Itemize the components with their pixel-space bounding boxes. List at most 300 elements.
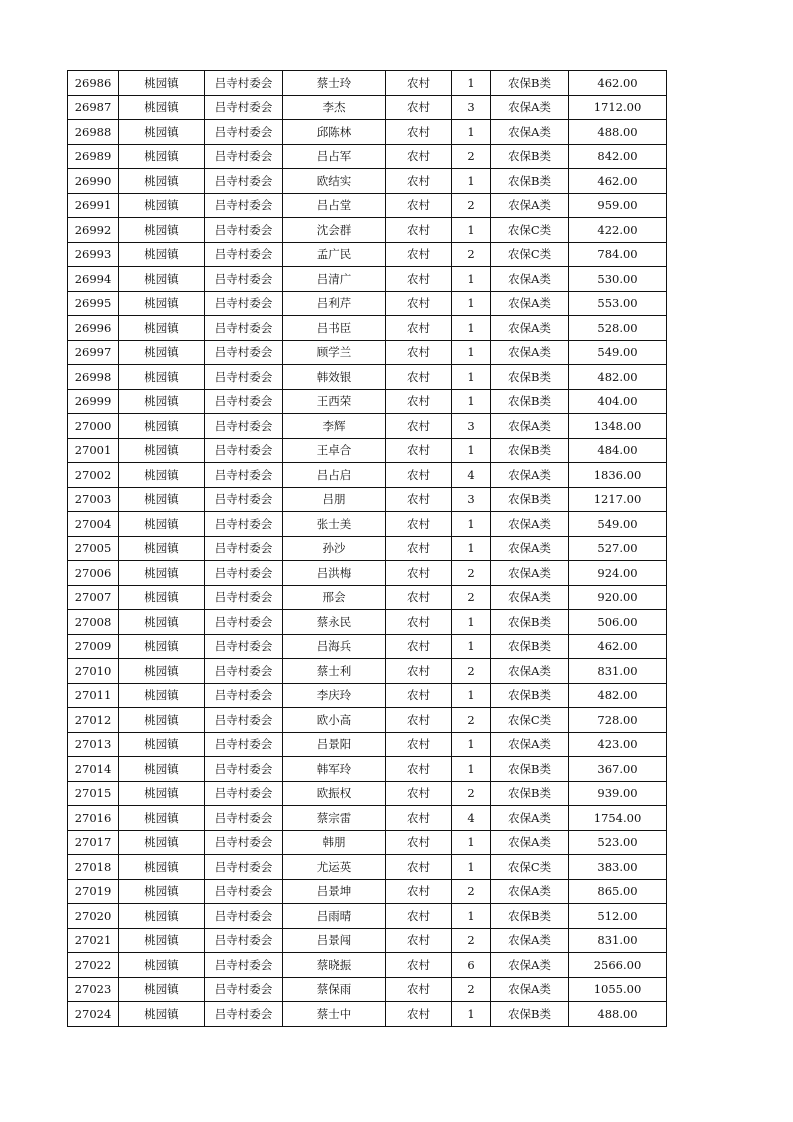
table-row — [68, 757, 667, 782]
id-cell: 27016 — [68, 806, 119, 831]
table-row — [68, 683, 667, 708]
category-cell: 农保A类 — [491, 291, 569, 316]
town-cell: 桃园镇 — [119, 806, 205, 831]
amount-cell: 959.00 — [569, 193, 667, 218]
category-cell: 农保A类 — [491, 463, 569, 488]
id-cell: 27009 — [68, 634, 119, 659]
town-cell: 桃园镇 — [119, 414, 205, 439]
table-row — [68, 855, 667, 880]
type-cell: 农村 — [386, 389, 452, 414]
count-cell: 1 — [452, 610, 491, 635]
table-row — [68, 879, 667, 904]
table-row — [68, 634, 667, 659]
table-row — [68, 487, 667, 512]
id-cell: 26986 — [68, 71, 119, 96]
category-cell: 农保C类 — [491, 242, 569, 267]
amount-cell: 383.00 — [569, 855, 667, 880]
town-cell: 桃园镇 — [119, 634, 205, 659]
type-cell: 农村 — [386, 95, 452, 120]
count-cell: 1 — [452, 169, 491, 194]
town-cell: 桃园镇 — [119, 732, 205, 757]
count-cell: 2 — [452, 585, 491, 610]
village-cell: 吕寺村委会 — [205, 708, 283, 733]
count-cell: 1 — [452, 683, 491, 708]
amount-cell: 462.00 — [569, 71, 667, 96]
table-row — [68, 463, 667, 488]
table-row — [68, 144, 667, 169]
village-cell: 吕寺村委会 — [205, 1002, 283, 1027]
count-cell: 2 — [452, 561, 491, 586]
village-cell: 吕寺村委会 — [205, 757, 283, 782]
amount-cell: 488.00 — [569, 1002, 667, 1027]
town-cell: 桃园镇 — [119, 659, 205, 684]
name-cell: 蔡保雨 — [283, 977, 386, 1002]
town-cell: 桃园镇 — [119, 928, 205, 953]
id-cell: 27001 — [68, 438, 119, 463]
village-cell: 吕寺村委会 — [205, 120, 283, 145]
amount-cell: 422.00 — [569, 218, 667, 243]
amount-cell: 1217.00 — [569, 487, 667, 512]
name-cell: 韩军玲 — [283, 757, 386, 782]
amount-cell: 482.00 — [569, 365, 667, 390]
category-cell: 农保B类 — [491, 365, 569, 390]
count-cell: 1 — [452, 340, 491, 365]
id-cell: 27020 — [68, 904, 119, 929]
category-cell: 农保A类 — [491, 120, 569, 145]
village-cell: 吕寺村委会 — [205, 193, 283, 218]
id-cell: 27011 — [68, 683, 119, 708]
id-cell: 26992 — [68, 218, 119, 243]
amount-cell: 2566.00 — [569, 953, 667, 978]
type-cell: 农村 — [386, 806, 452, 831]
table-row — [68, 781, 667, 806]
town-cell: 桃园镇 — [119, 242, 205, 267]
amount-cell: 831.00 — [569, 928, 667, 953]
town-cell: 桃园镇 — [119, 120, 205, 145]
count-cell: 4 — [452, 806, 491, 831]
type-cell: 农村 — [386, 928, 452, 953]
village-cell: 吕寺村委会 — [205, 904, 283, 929]
name-cell: 沈会群 — [283, 218, 386, 243]
town-cell: 桃园镇 — [119, 610, 205, 635]
id-cell: 27014 — [68, 757, 119, 782]
town-cell: 桃园镇 — [119, 463, 205, 488]
name-cell: 吕洪梅 — [283, 561, 386, 586]
type-cell: 农村 — [386, 585, 452, 610]
town-cell: 桃园镇 — [119, 169, 205, 194]
name-cell: 李辉 — [283, 414, 386, 439]
type-cell: 农村 — [386, 242, 452, 267]
type-cell: 农村 — [386, 144, 452, 169]
id-cell: 27008 — [68, 610, 119, 635]
count-cell: 1 — [452, 904, 491, 929]
table-row — [68, 512, 667, 537]
amount-cell: 404.00 — [569, 389, 667, 414]
name-cell: 吕利芹 — [283, 291, 386, 316]
name-cell: 吕清广 — [283, 267, 386, 292]
id-cell: 27018 — [68, 855, 119, 880]
town-cell: 桃园镇 — [119, 340, 205, 365]
village-cell: 吕寺村委会 — [205, 365, 283, 390]
id-cell: 27019 — [68, 879, 119, 904]
town-cell: 桃园镇 — [119, 855, 205, 880]
town-cell: 桃园镇 — [119, 71, 205, 96]
id-cell: 27017 — [68, 830, 119, 855]
category-cell: 农保A类 — [491, 414, 569, 439]
table-row — [68, 218, 667, 243]
type-cell: 农村 — [386, 438, 452, 463]
count-cell: 1 — [452, 316, 491, 341]
count-cell: 2 — [452, 659, 491, 684]
town-cell: 桃园镇 — [119, 830, 205, 855]
id-cell: 27005 — [68, 536, 119, 561]
amount-cell: 784.00 — [569, 242, 667, 267]
name-cell: 张士美 — [283, 512, 386, 537]
name-cell: 王卓合 — [283, 438, 386, 463]
village-cell: 吕寺村委会 — [205, 683, 283, 708]
village-cell: 吕寺村委会 — [205, 610, 283, 635]
count-cell: 1 — [452, 855, 491, 880]
count-cell: 1 — [452, 438, 491, 463]
village-cell: 吕寺村委会 — [205, 732, 283, 757]
name-cell: 欧小高 — [283, 708, 386, 733]
count-cell: 3 — [452, 95, 491, 120]
table-row — [68, 1002, 667, 1027]
village-cell: 吕寺村委会 — [205, 659, 283, 684]
village-cell: 吕寺村委会 — [205, 561, 283, 586]
table-row — [68, 830, 667, 855]
category-cell: 农保A类 — [491, 928, 569, 953]
table-row — [68, 928, 667, 953]
name-cell: 孟广民 — [283, 242, 386, 267]
count-cell: 1 — [452, 218, 491, 243]
village-cell: 吕寺村委会 — [205, 316, 283, 341]
id-cell: 26990 — [68, 169, 119, 194]
id-cell: 26997 — [68, 340, 119, 365]
village-cell: 吕寺村委会 — [205, 144, 283, 169]
category-cell: 农保B类 — [491, 71, 569, 96]
table-row — [68, 71, 667, 96]
type-cell: 农村 — [386, 561, 452, 586]
amount-cell: 527.00 — [569, 536, 667, 561]
count-cell: 2 — [452, 781, 491, 806]
name-cell: 蔡士中 — [283, 1002, 386, 1027]
village-cell: 吕寺村委会 — [205, 830, 283, 855]
table-row — [68, 806, 667, 831]
category-cell: 农保B类 — [491, 757, 569, 782]
table-row — [68, 389, 667, 414]
town-cell: 桃园镇 — [119, 438, 205, 463]
town-cell: 桃园镇 — [119, 561, 205, 586]
category-cell: 农保B类 — [491, 1002, 569, 1027]
table-row — [68, 659, 667, 684]
amount-cell: 549.00 — [569, 340, 667, 365]
id-cell: 26993 — [68, 242, 119, 267]
amount-cell: 553.00 — [569, 291, 667, 316]
name-cell: 吕占启 — [283, 463, 386, 488]
id-cell: 26999 — [68, 389, 119, 414]
count-cell: 2 — [452, 242, 491, 267]
count-cell: 1 — [452, 71, 491, 96]
table-row — [68, 708, 667, 733]
town-cell: 桃园镇 — [119, 879, 205, 904]
amount-cell: 462.00 — [569, 634, 667, 659]
name-cell: 吕雨晴 — [283, 904, 386, 929]
type-cell: 农村 — [386, 1002, 452, 1027]
id-cell: 26988 — [68, 120, 119, 145]
id-cell: 27013 — [68, 732, 119, 757]
name-cell: 蔡士玲 — [283, 71, 386, 96]
count-cell: 2 — [452, 977, 491, 1002]
id-cell: 27002 — [68, 463, 119, 488]
id-cell: 27006 — [68, 561, 119, 586]
type-cell: 农村 — [386, 634, 452, 659]
village-cell: 吕寺村委会 — [205, 585, 283, 610]
town-cell: 桃园镇 — [119, 757, 205, 782]
id-cell: 27015 — [68, 781, 119, 806]
count-cell: 1 — [452, 291, 491, 316]
category-cell: 农保B类 — [491, 487, 569, 512]
village-cell: 吕寺村委会 — [205, 806, 283, 831]
village-cell: 吕寺村委会 — [205, 463, 283, 488]
table-row — [68, 291, 667, 316]
category-cell: 农保A类 — [491, 536, 569, 561]
name-cell: 李杰 — [283, 95, 386, 120]
type-cell: 农村 — [386, 512, 452, 537]
category-cell: 农保A类 — [491, 953, 569, 978]
count-cell: 6 — [452, 953, 491, 978]
category-cell: 农保A类 — [491, 267, 569, 292]
type-cell: 农村 — [386, 683, 452, 708]
amount-cell: 924.00 — [569, 561, 667, 586]
name-cell: 吕景阳 — [283, 732, 386, 757]
type-cell: 农村 — [386, 757, 452, 782]
category-cell: 农保B类 — [491, 144, 569, 169]
village-cell: 吕寺村委会 — [205, 855, 283, 880]
amount-cell: 1055.00 — [569, 977, 667, 1002]
category-cell: 农保A类 — [491, 830, 569, 855]
type-cell: 农村 — [386, 830, 452, 855]
name-cell: 邱陈林 — [283, 120, 386, 145]
village-cell: 吕寺村委会 — [205, 340, 283, 365]
count-cell: 1 — [452, 120, 491, 145]
id-cell: 27004 — [68, 512, 119, 537]
name-cell: 欧结实 — [283, 169, 386, 194]
name-cell: 吕景坤 — [283, 879, 386, 904]
village-cell: 吕寺村委会 — [205, 414, 283, 439]
village-cell: 吕寺村委会 — [205, 242, 283, 267]
category-cell: 农保A类 — [491, 732, 569, 757]
category-cell: 农保C类 — [491, 855, 569, 880]
type-cell: 农村 — [386, 291, 452, 316]
type-cell: 农村 — [386, 169, 452, 194]
village-cell: 吕寺村委会 — [205, 953, 283, 978]
village-cell: 吕寺村委会 — [205, 267, 283, 292]
amount-cell: 549.00 — [569, 512, 667, 537]
type-cell: 农村 — [386, 879, 452, 904]
category-cell: 农保A类 — [491, 316, 569, 341]
type-cell: 农村 — [386, 120, 452, 145]
name-cell: 蔡晓振 — [283, 953, 386, 978]
count-cell: 1 — [452, 634, 491, 659]
id-cell: 26994 — [68, 267, 119, 292]
village-cell: 吕寺村委会 — [205, 438, 283, 463]
type-cell: 农村 — [386, 487, 452, 512]
id-cell: 27021 — [68, 928, 119, 953]
village-cell: 吕寺村委会 — [205, 95, 283, 120]
type-cell: 农村 — [386, 365, 452, 390]
amount-cell: 506.00 — [569, 610, 667, 635]
table-row — [68, 953, 667, 978]
table-row — [68, 267, 667, 292]
count-cell: 1 — [452, 536, 491, 561]
table-row — [68, 193, 667, 218]
name-cell: 王西荣 — [283, 389, 386, 414]
category-cell: 农保C类 — [491, 708, 569, 733]
table-row — [68, 316, 667, 341]
id-cell: 26987 — [68, 95, 119, 120]
type-cell: 农村 — [386, 610, 452, 635]
id-cell: 26995 — [68, 291, 119, 316]
town-cell: 桃园镇 — [119, 144, 205, 169]
table-row — [68, 95, 667, 120]
table-row — [68, 242, 667, 267]
id-cell: 27010 — [68, 659, 119, 684]
town-cell: 桃园镇 — [119, 904, 205, 929]
amount-cell: 462.00 — [569, 169, 667, 194]
name-cell: 蔡永民 — [283, 610, 386, 635]
town-cell: 桃园镇 — [119, 316, 205, 341]
id-cell: 27003 — [68, 487, 119, 512]
type-cell: 农村 — [386, 953, 452, 978]
name-cell: 蔡士利 — [283, 659, 386, 684]
count-cell: 1 — [452, 389, 491, 414]
type-cell: 农村 — [386, 708, 452, 733]
amount-cell: 1754.00 — [569, 806, 667, 831]
amount-cell: 530.00 — [569, 267, 667, 292]
town-cell: 桃园镇 — [119, 536, 205, 561]
table-row — [68, 610, 667, 635]
amount-cell: 423.00 — [569, 732, 667, 757]
amount-cell: 939.00 — [569, 781, 667, 806]
village-cell: 吕寺村委会 — [205, 291, 283, 316]
id-cell: 26991 — [68, 193, 119, 218]
village-cell: 吕寺村委会 — [205, 634, 283, 659]
type-cell: 农村 — [386, 218, 452, 243]
count-cell: 3 — [452, 414, 491, 439]
amount-cell: 523.00 — [569, 830, 667, 855]
village-cell: 吕寺村委会 — [205, 71, 283, 96]
village-cell: 吕寺村委会 — [205, 218, 283, 243]
category-cell: 农保A类 — [491, 193, 569, 218]
type-cell: 农村 — [386, 340, 452, 365]
id-cell: 26998 — [68, 365, 119, 390]
village-cell: 吕寺村委会 — [205, 169, 283, 194]
town-cell: 桃园镇 — [119, 291, 205, 316]
table-body — [68, 71, 667, 1027]
town-cell: 桃园镇 — [119, 193, 205, 218]
count-cell: 2 — [452, 144, 491, 169]
id-cell: 27007 — [68, 585, 119, 610]
town-cell: 桃园镇 — [119, 683, 205, 708]
town-cell: 桃园镇 — [119, 218, 205, 243]
table-row — [68, 120, 667, 145]
town-cell: 桃园镇 — [119, 953, 205, 978]
count-cell: 1 — [452, 512, 491, 537]
category-cell: 农保A类 — [491, 806, 569, 831]
count-cell: 2 — [452, 928, 491, 953]
type-cell: 农村 — [386, 463, 452, 488]
type-cell: 农村 — [386, 781, 452, 806]
count-cell: 2 — [452, 708, 491, 733]
category-cell: 农保A类 — [491, 340, 569, 365]
name-cell: 吕景闯 — [283, 928, 386, 953]
count-cell: 1 — [452, 365, 491, 390]
count-cell: 4 — [452, 463, 491, 488]
id-cell: 27012 — [68, 708, 119, 733]
name-cell: 吕海兵 — [283, 634, 386, 659]
category-cell: 农保A类 — [491, 561, 569, 586]
name-cell: 吕占军 — [283, 144, 386, 169]
table-row — [68, 536, 667, 561]
type-cell: 农村 — [386, 904, 452, 929]
category-cell: 农保B类 — [491, 683, 569, 708]
count-cell: 1 — [452, 830, 491, 855]
amount-cell: 367.00 — [569, 757, 667, 782]
amount-cell: 528.00 — [569, 316, 667, 341]
town-cell: 桃园镇 — [119, 1002, 205, 1027]
category-cell: 农保B类 — [491, 610, 569, 635]
name-cell: 孙沙 — [283, 536, 386, 561]
amount-cell: 488.00 — [569, 120, 667, 145]
id-cell: 27024 — [68, 1002, 119, 1027]
town-cell: 桃园镇 — [119, 267, 205, 292]
amount-cell: 831.00 — [569, 659, 667, 684]
town-cell: 桃园镇 — [119, 977, 205, 1002]
category-cell: 农保B类 — [491, 389, 569, 414]
table-row — [68, 169, 667, 194]
type-cell: 农村 — [386, 193, 452, 218]
category-cell: 农保B类 — [491, 781, 569, 806]
id-cell: 26996 — [68, 316, 119, 341]
id-cell: 27000 — [68, 414, 119, 439]
village-cell: 吕寺村委会 — [205, 977, 283, 1002]
village-cell: 吕寺村委会 — [205, 879, 283, 904]
name-cell: 吕书臣 — [283, 316, 386, 341]
count-cell: 3 — [452, 487, 491, 512]
type-cell: 农村 — [386, 71, 452, 96]
amount-cell: 728.00 — [569, 708, 667, 733]
amount-cell: 1836.00 — [569, 463, 667, 488]
village-cell: 吕寺村委会 — [205, 536, 283, 561]
category-cell: 农保A类 — [491, 585, 569, 610]
category-cell: 农保B类 — [491, 634, 569, 659]
village-cell: 吕寺村委会 — [205, 389, 283, 414]
type-cell: 农村 — [386, 977, 452, 1002]
table-row — [68, 585, 667, 610]
name-cell: 韩朋 — [283, 830, 386, 855]
category-cell: 农保A类 — [491, 879, 569, 904]
amount-cell: 842.00 — [569, 144, 667, 169]
amount-cell: 482.00 — [569, 683, 667, 708]
name-cell: 蔡宗雷 — [283, 806, 386, 831]
category-cell: 农保C类 — [491, 218, 569, 243]
town-cell: 桃园镇 — [119, 365, 205, 390]
type-cell: 农村 — [386, 316, 452, 341]
category-cell: 农保A类 — [491, 659, 569, 684]
town-cell: 桃园镇 — [119, 708, 205, 733]
table-row — [68, 365, 667, 390]
